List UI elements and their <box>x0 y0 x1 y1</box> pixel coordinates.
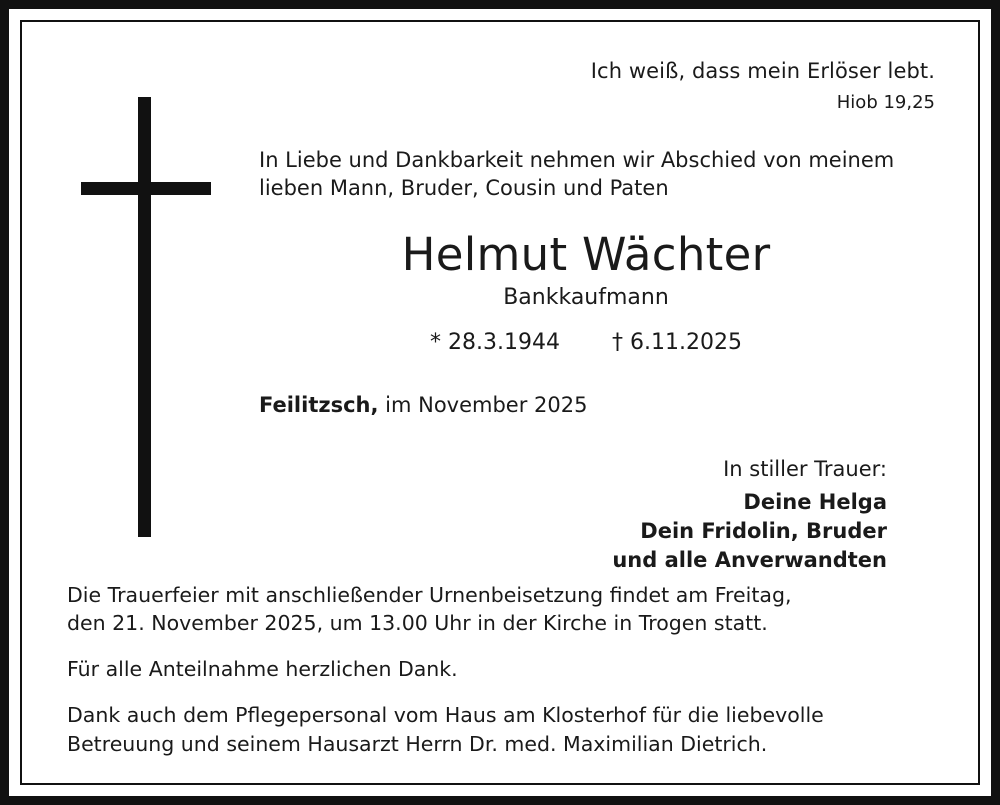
cross-icon <box>81 97 211 537</box>
deceased-profession: Bankkaufmann <box>503 285 669 311</box>
mourner-line: und alle Anverwandten <box>612 548 887 573</box>
life-dates <box>259 330 953 355</box>
notice-content <box>9 9 991 796</box>
verse-reference: Hiob 19,25 <box>836 92 935 114</box>
care-line-1: Dank auch dem Pflegepersonal vom Haus am Klosterhof für die liebevolle <box>67 703 824 728</box>
death-date: † 6.11.2025 <box>612 330 742 356</box>
ceremony-line-2: den 21. November 2025, um 13.00 Uhr in der Kirche in Trogen statt. <box>67 610 768 635</box>
care-line-2: Betreuung und seinem Hausarzt Herrn Dr. med. Maximilian Dietrich. <box>67 731 768 756</box>
care-thanks-paragraph <box>67 701 951 758</box>
place-name: Feilitzsch, <box>259 393 379 418</box>
intro-line-2: lieben Mann, Bruder, Cousin und Paten <box>259 175 669 200</box>
footer-information <box>67 581 951 758</box>
birth-date: * 28.3.1944 <box>430 330 560 356</box>
mourner-line: Deine Helga <box>743 490 887 515</box>
cross-horizontal-bar <box>81 182 211 195</box>
place-and-date-line <box>259 393 953 417</box>
ceremony-line-1: Die Trauerfeier mit anschließender Urnenbeisetzung findet am Freitag, <box>67 582 792 607</box>
intro-line-1: In Liebe und Dankbarkeit nehmen wir Abschied von meinem <box>259 147 895 172</box>
verse-text: Ich weiß, dass mein Erlöser lebt. <box>590 59 935 83</box>
thanks-paragraph: Für alle Anteilnahme herzlichen Dank. <box>67 657 458 682</box>
mourner-line: Dein Fridolin, Bruder <box>640 519 887 544</box>
cross-vertical-bar <box>138 97 151 537</box>
ceremony-paragraph <box>67 581 951 638</box>
notice-date: im November 2025 <box>378 393 588 418</box>
introduction-text <box>259 146 953 203</box>
deceased-name: Helmut Wächter <box>401 228 771 282</box>
mourners-heading: In stiller Trauer: <box>723 457 887 482</box>
